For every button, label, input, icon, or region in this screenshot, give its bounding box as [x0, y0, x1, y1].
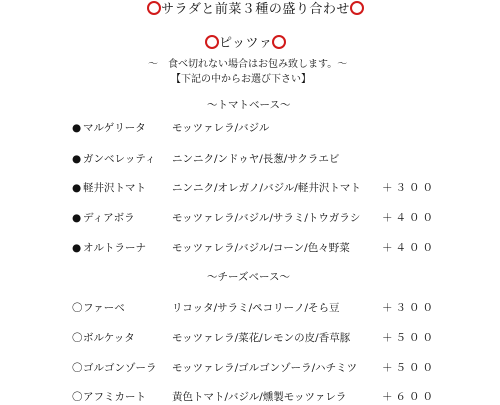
white-circle-icon: 〇	[72, 362, 83, 374]
menu-item-price: ＋５００	[382, 362, 436, 374]
white-circle-icon: 〇	[72, 302, 83, 314]
menu-item-price: ＋４００	[382, 242, 436, 254]
menu-item-name: ● ガンベレッティ	[72, 153, 156, 165]
menu-item-toppings: モッツァレラ/バジル/コーン/色々野菜	[172, 242, 350, 254]
takeaway-note: ～ 食べ切れない場合はお包み致します。～	[148, 59, 348, 70]
menu-item-toppings: モッツァレラ/菜花/レモンの皮/香草豚	[172, 332, 351, 344]
menu-item	[72, 360, 472, 376]
menu-item	[72, 300, 472, 316]
menu-item	[72, 180, 472, 196]
menu-item-toppings: ニンニク/ンドゥヤ/長葱/サクラエビ	[172, 153, 340, 165]
menu-item-price: ＋６００	[382, 391, 436, 403]
pizza-heading	[205, 32, 286, 51]
menu-item-price: ＋３００	[382, 182, 436, 194]
black-dot-icon: ●	[72, 182, 82, 194]
menu-item-price: ＋３００	[382, 302, 436, 314]
salad-heading-text: サラダと前菜３種の盛り合わせ	[161, 2, 350, 17]
menu-item-name: 〇ボルケッタ	[72, 332, 135, 344]
white-circle-icon: 〇	[72, 391, 83, 403]
black-dot-icon: ●	[72, 122, 82, 134]
menu-item-name: 〇アフミカート	[72, 391, 146, 403]
black-dot-icon: ●	[72, 242, 82, 254]
menu-item	[72, 389, 472, 405]
red-circle-icon	[272, 35, 286, 49]
black-dot-icon: ●	[72, 212, 82, 224]
black-dot-icon: ●	[72, 153, 82, 165]
red-circle-icon	[350, 1, 364, 15]
salad-heading	[147, 0, 364, 17]
menu-item-toppings: リコッタ/サラミ/ペコリーノ/そら豆	[172, 302, 340, 314]
menu-item-name: ● 軽井沢トマト	[72, 182, 146, 194]
menu-item	[72, 330, 472, 346]
white-circle-icon: 〇	[72, 332, 83, 344]
menu-item-name: 〇ファーベ	[72, 302, 125, 314]
pizza-heading-text: ピッツァ	[219, 36, 273, 51]
choose-note: 【下記の中からお選び下さい】	[171, 74, 311, 85]
section-title-tomato: ～トマトベース～	[207, 99, 291, 111]
menu-item	[72, 120, 472, 136]
menu-item-name: ● ディアボラ	[72, 212, 135, 224]
menu-item-toppings: 黄色トマト/バジル/燻製モッツァレラ	[172, 391, 347, 403]
menu-item-toppings: モッツァレラ/ゴルゴンゾーラ/ハチミツ	[172, 362, 358, 374]
menu-item-name: 〇ゴルゴンゾーラ	[72, 362, 157, 374]
menu-item-name: ● マルゲリータ	[72, 122, 146, 134]
menu-item-name: ● オルトラーナ	[72, 242, 146, 254]
menu-item	[72, 210, 472, 226]
red-circle-icon	[147, 1, 161, 15]
menu-item-toppings: ニンニク/オレガノ/バジル/軽井沢トマト	[172, 182, 361, 194]
menu-item-toppings: モッツァレラ/バジル/サラミ/トウガラシ	[172, 212, 361, 224]
menu-item-price: ＋５００	[382, 332, 436, 344]
red-circle-icon	[205, 35, 219, 49]
menu-item-price: ＋４００	[382, 212, 436, 224]
section-title-cheese: ～チーズベース～	[207, 271, 290, 283]
menu-item-toppings: モッツァレラ/バジル	[172, 122, 270, 134]
menu-item	[72, 240, 472, 256]
menu-item	[72, 151, 472, 167]
